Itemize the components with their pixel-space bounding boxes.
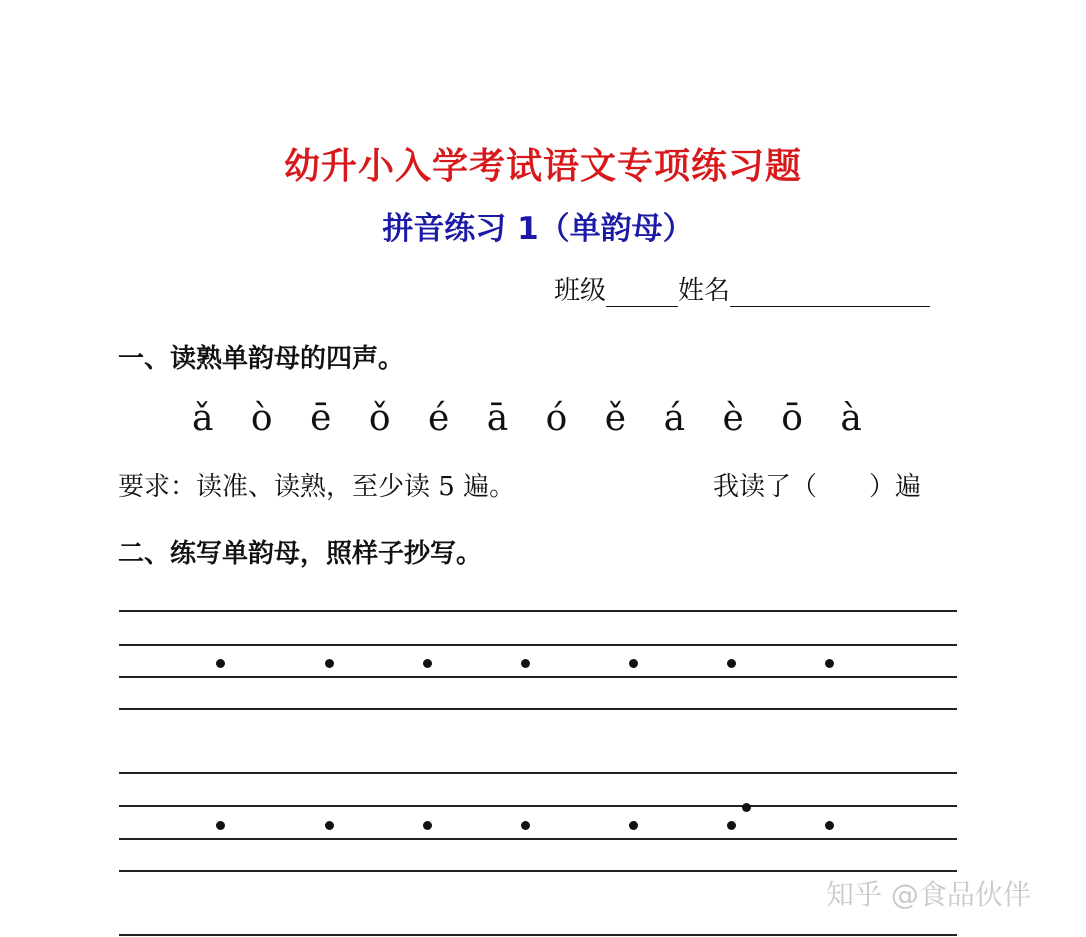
writing-line (119, 772, 957, 774)
requirement-text: 要求：读准、读熟，至少读 5 遍。 (118, 472, 516, 502)
guide-dot (825, 821, 834, 830)
pinyin-item: ǒ (368, 398, 391, 439)
pinyin-item: ō (781, 398, 803, 439)
watermark: 知乎 @食品伙伴 (826, 878, 1031, 911)
pinyin-item: ò (250, 398, 273, 439)
read-count-field[interactable]: 我读了（ ）遍 (713, 472, 922, 502)
writing-line (119, 708, 957, 710)
guide-dot (216, 821, 225, 830)
writing-line (119, 676, 957, 678)
page-subtitle: 拼音练习 1（单韵母） (382, 211, 694, 247)
pinyin-item: à (840, 398, 862, 439)
guide-dot (423, 659, 432, 668)
writing-line (119, 870, 957, 872)
pinyin-item: è (722, 398, 744, 439)
pinyin-item: ǎ (192, 398, 214, 439)
name-blank[interactable] (730, 280, 930, 307)
class-label: 班级 (554, 276, 607, 306)
page-title: 幼升小入学考试语文专项练习题 (283, 146, 802, 187)
class-blank[interactable] (606, 280, 678, 307)
guide-dot (727, 659, 736, 668)
writing-line (119, 805, 957, 807)
pinyin-row (192, 398, 888, 439)
class-name-fields (554, 270, 930, 307)
name-label: 姓名 (678, 276, 731, 306)
guide-dot (629, 659, 638, 668)
guide-dot (521, 659, 530, 668)
pinyin-item: ó (545, 398, 568, 439)
pinyin-item: á (663, 398, 686, 439)
guide-dot (325, 821, 334, 830)
section1-heading: 一、读熟单韵母的四声。 (118, 344, 405, 374)
writing-line (119, 838, 957, 840)
guide-dot (629, 821, 638, 830)
pinyin-item: ē (310, 398, 332, 439)
guide-dot (216, 659, 225, 668)
guide-dot (825, 659, 834, 668)
pinyin-item: é (427, 398, 450, 439)
guide-dot (521, 821, 530, 830)
writing-line (119, 934, 957, 936)
guide-dot (727, 821, 736, 830)
guide-dot (742, 803, 751, 812)
guide-dot (325, 659, 334, 668)
guide-dot (423, 821, 432, 830)
writing-line (119, 610, 957, 612)
pinyin-item: ě (604, 398, 627, 439)
section2-heading: 二、练写单韵母，照样子抄写。 (118, 539, 483, 569)
pinyin-item: ā (486, 398, 509, 439)
writing-line (119, 644, 957, 646)
